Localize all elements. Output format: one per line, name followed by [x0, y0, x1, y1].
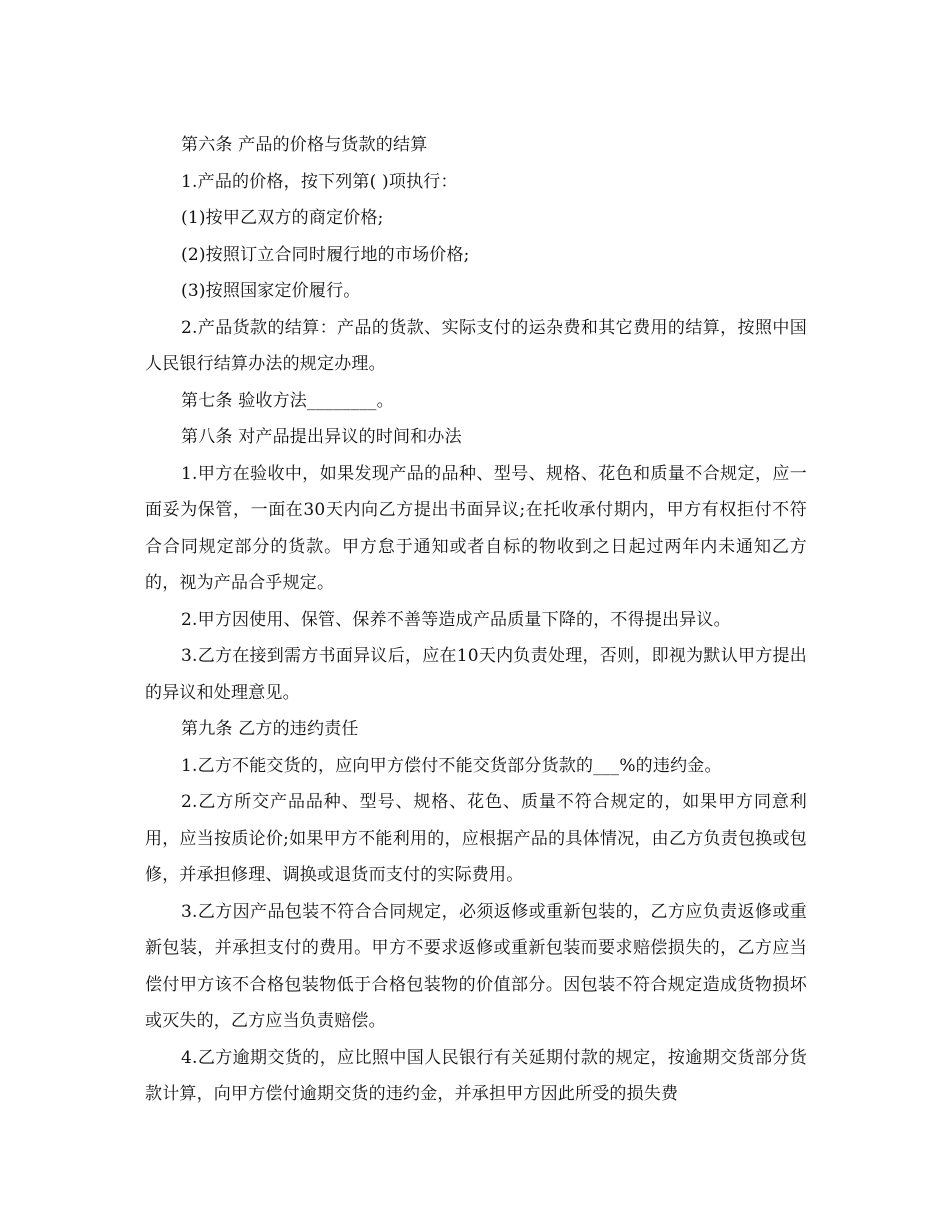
price-option-3: (3)按照国家定价履行。	[181, 281, 361, 301]
liability-clause-3: 3.乙方因产品包装不符合合同规定，必须返修或重新包装的，乙方应负责返修或重新包装，并承担支付的费用。甲方不要求返修或重新包装而要求赔偿损失的，乙方应当偿付甲方该不合格包装物低于合格包装物的价值部分。因包装不符合规定造成货物损坏或灭失的，乙方应当负责赔偿。	[145, 901, 807, 1031]
objection-clause-1: 1.甲方在验收中，如果发现产品的品种、型号、规格、花色和质量不合规定，应一面妥为保管，一面在30天内向乙方提出书面异议;在托收承付期内，甲方有权拒付不符合合同规定部分的货款。甲方怠于通知或者自标的物收到之日起过两年内未通知乙方的，视为产品合乎规定。	[145, 463, 807, 593]
liability-clause-2: 2.乙方所交产品品种、型号、规格、花色、质量不符合规定的，如果甲方同意利用，应当按质论价;如果甲方不能利用的，应根据产品的具体情况，由乙方负责包换或包修，并承担修理、调换或退货而支付的实际费用。	[145, 792, 807, 885]
objection-clause-3: 3.乙方在接到需方书面异议后，应在10天内负责处理，否则，即视为默认甲方提出的异议和处理意见。	[145, 646, 807, 703]
article-6-heading: 第六条 产品的价格与货款的结算	[181, 135, 428, 155]
price-option-1: (1)按甲乙双方的商定价格;	[181, 208, 384, 228]
liability-clause-4: 4.乙方逾期交货的，应比照中国人民银行有关延期付款的规定，按逾期交货部分货款计算，向甲方偿付逾期交货的违约金，并承担甲方因此所受的损失费	[145, 1047, 807, 1104]
settlement-clause: 2.产品货款的结算：产品的货款、实际支付的运杂费和其它费用的结算，按照中国人民银行结算办法的规定办理。	[145, 317, 807, 374]
objection-clause-2: 2.甲方因使用、保管、保养不善等造成产品质量下降的，不得提出异议。	[181, 609, 731, 630]
article-9-heading: 第九条 乙方的违约责任	[181, 719, 359, 739]
article-8-heading: 第八条 对产品提出异议的时间和办法	[181, 427, 462, 447]
article-7-heading: 第七条 验收方法________。	[181, 390, 394, 411]
price-clause: 1.产品的价格，按下列第( )项执行：	[181, 171, 458, 192]
document-page	[145, 127, 807, 1113]
price-option-2: (2)按照订立合同时履行地的市场价格;	[181, 244, 470, 265]
liability-clause-1: 1.乙方不能交货的，应向甲方偿付不能交货部分货款的___%的违约金。	[181, 755, 722, 776]
